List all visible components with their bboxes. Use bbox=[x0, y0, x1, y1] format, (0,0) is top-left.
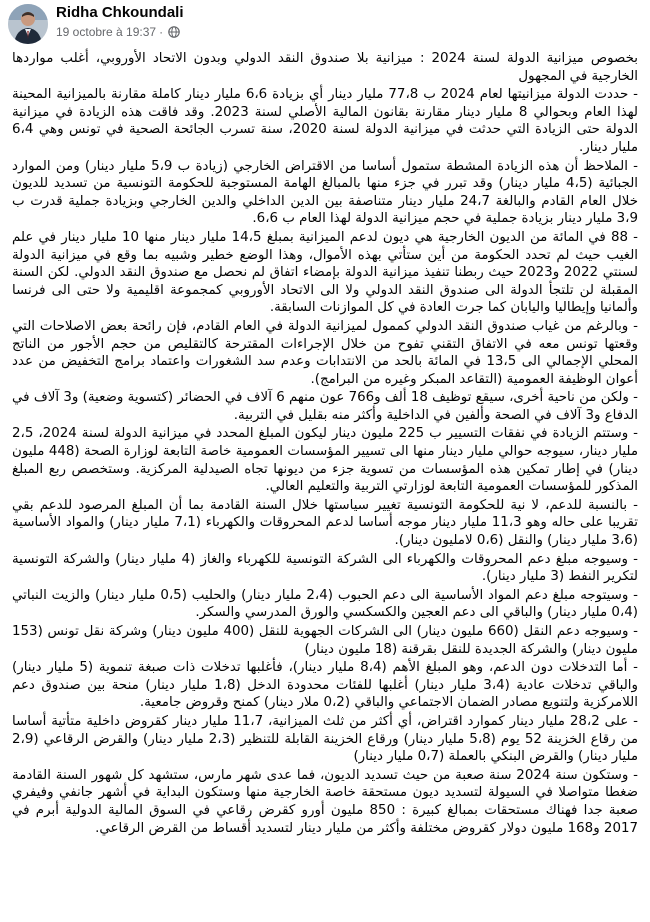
meta-separator: · bbox=[159, 25, 164, 39]
avatar[interactable] bbox=[8, 4, 48, 44]
post-paragraph: - وسيوجه دعم النقل (660 مليون دينار) الى الشركات الجهوية للنقل (400 مليون دينار) وشركة نقل تونس (153 مليون دينار) والشركة الجديدة للنقل بقرقنة (18 مليون دينار) bbox=[12, 624, 638, 657]
author-name[interactable]: Ridha Chkoundali bbox=[56, 4, 184, 21]
post-paragraph: - الملاحظ أن هذه الزيادة المشطة ستمول أساسا من الاقتراض الخارجي (زيادة ب 5،9 مليار دينار) ومن الموارد الجبائية (4،5 مليار دينار) وقد تبرر في جزء منها بالمبالغ الهامة المستوجبة للحكومة التونسية من تسديد للديون خلال العام القادم والبالغة 24،7 مليار دينار متناصفة بين الدين الداخلي والدين الخارجي وبزيادة جملية قدرت ب 3،9 مليار دينار بزيادة جملية في حجم ميزانية الدولة لهذا العام ب 6،6. bbox=[12, 158, 638, 227]
post-paragraph: - بالنسبة للدعم، لا نية للحكومة التونسية تغيير سياستها خلال السنة القادمة بما أن المبلغ المرصود للدعم بقي تقريبا على حاله وهو 11،3 مليار دينار موجه أساسا لدعم المحروقات والكهرباء (7،1 مليار دينار) والمواد الأساسية (3،6 مليار دينار) والنقل (0،6 لاملیون دينار). bbox=[12, 497, 638, 549]
post-content bbox=[12, 50, 638, 838]
globe-icon[interactable] bbox=[168, 26, 180, 41]
post-paragraph: - وسيتوجه مبلغ دعم المواد الأساسية الى دعم الحبوب (2،4 مليار دينار) والحليب (0،5 مليار دينار) والزيت النباتي (0،4 مليار دينار) والباقي الى دعم العجين والكسكسي والورق المدرسي والسكر. bbox=[12, 587, 638, 621]
post-paragraph: - وبالرغم من غياب صندوق النقد الدولي كممول لميزانية الدولة في العام القادم، فإن رائحة بعض الاصلاحات التي وقعتها تونس معه في الاتفاق التقني تفوح من خلال الإجراءات المقترحة كالتقليص من حجم الأجور من الناتج المحلي الإجمالي الى 13،5 في المائة بالحد من الانتدابات وعدم سد الشغورات واعتماد برامج التخفيض من عدد أعوان الوظيفة العمومية (التقاعد المبكر وغيره من البرامج). bbox=[12, 318, 638, 387]
post-paragraph-title: بخصوص ميزانية الدولة لسنة 2024 : ميزانية بلا صندوق النقد الدولي وبدون الاتحاد الأوروبي، أغلب مواردها الخارجية في المجهول bbox=[12, 51, 638, 84]
post-header bbox=[0, 0, 650, 48]
post-timestamp[interactable]: 19 octobre à 19:37 bbox=[56, 25, 157, 39]
post-paragraph: - أما التدخلات دون الدعم، وهو المبلغ الأهم (8،4 مليار دينار)، فأغلبها تدخلات ذات صبغة تنموية (5 مليار دينار) والباقي تدخلات عادية (3،4 مليار دينار) أغلبها للفئات محدودة الدخل (1،8 مليار دينار) منحة بين صندوق دعم اللامركزية ولتنويع مصادر الضمان الاجتماعي والباقي (0،2 ملار دينار) كمنح وقروض جامعية. bbox=[12, 660, 638, 711]
post-meta bbox=[56, 25, 180, 41]
post-paragraph: - ولكن من ناحية أخرى، سيقع توظيف 18 ألف و766 عون منهم 6 آلاف في الحضائر (كتسوية وضعية) و3 آلاف في الدفاع و3 آلاف في الصحة وألفين في الداخلية وأكثر منه بقليل في التربية. bbox=[12, 390, 638, 423]
post-paragraph: - حددت الدولة ميزانيتها لعام 2024 ب 77،8 مليار دينار أي بزيادة 6،6 مليار دينار كاملة مقارنة بالميزانية المحينة لهذا العام وبحوالي 8 مليار دينار مقارنة بقانون المالية الأصلي لسنة 2023. وقد فاقت هذه الزيادة في ميزانية الدولة حتى الزيادة التي حدثت في ميزانية الدولة لسنة 2020، سنة تسرب الجائحة الصحية في تونس وهي 6،4 مليار دينار. bbox=[12, 87, 639, 155]
post-paragraph: - على 28،2 مليار دينار كموارد اقتراض، أي أكثر من ثلث الميزانية، 11،7 مليار دينار كقروض داخلية متأتية أساسا من رقاع الخزينة 52 يوم (5،8 مليار دينار) ورقاع الخزينة القابلة للتنظير (2،3 مليار دينار) والقرض الرقاعي (2،9 مليار دينار) والقرض البنكي بالعملة (0،7 مليار دينار) bbox=[12, 713, 638, 765]
post-paragraph: - 88 في المائة من الديون الخارجية هي ديون لدعم الميزانية بمبلغ 14،5 مليار دينار منها 10 مليار دينار في علم الغيب حيث لم تحدد الحكومة من أين ستأتي بهذه الأموال، وهذا الوضع خطير وشبيه بما وقع في ميزانية الدولة لسنتي 2022 و2023 حيث ربطنا تنفيذ ميزانية الدولة بإمضاء اتفاق لم نحصل مع صندوق النقد الدولي. لكن السنة المقبلة لن تلتجأ الدولة الى صندوق النقد الدولي ولا الى الاتحاد الأوروبي كمجموعة اقليمية ولا حتى الى فرنسا وألمانيا وإيطاليا واليابان كما جرت العادة في كل الموازنات السابقة. bbox=[12, 229, 638, 316]
post-paragraph: - وسيوجه مبلغ دعم المحروقات والكهرباء الى الشركة التونسية للكهرباء والغاز (4 مليار دينار) والشركة التونسية لتكرير النفط (3 مليار دينار). bbox=[12, 551, 638, 585]
profile-photo bbox=[8, 4, 48, 44]
post-paragraph: - وستكون سنة 2024 سنة صعبة من حيث تسديد الديون، فما عدى شهر مارس، ستشهد كل شهور السنة القادمة ضغطا متواصلا في السيولة لتسديد ديون مستحقة خاصة الخارجية منها وستكون البداية في أشهر جانفي وفيفري صعبة جدا فهناك مستحقات بمبالغ كبيرة : 850 مليون أورو كقرض رقاعي في السوق المالية الدولية أبرم في 2017 و168 مليون دولار كقروض مختلفة وأكثر من مليار دينار لتسديد أقساط من القرض الرقاعي. bbox=[12, 767, 638, 836]
post-paragraph: - وستتم الزيادة في نفقات التسيير ب 225 مليون دينار ليكون المبلغ المحدد في ميزانية الدولة لسنة 2024، 2،5 مليار دينار، سيوجه حوالي مليار دينار منها الى تسيير المؤسسات العمومية خاصة التابعة لوزارة الصحة (448 مليون دينار) في إطار تمكين هذه المؤسسات من تسوية جزء من ديونها تجاه الصيدلية المركزية. وستخصص ربع المبلغ المذكور للمؤسسات العمومية التابعة لوزارتي التربية والتعليم العالي. bbox=[12, 426, 638, 495]
